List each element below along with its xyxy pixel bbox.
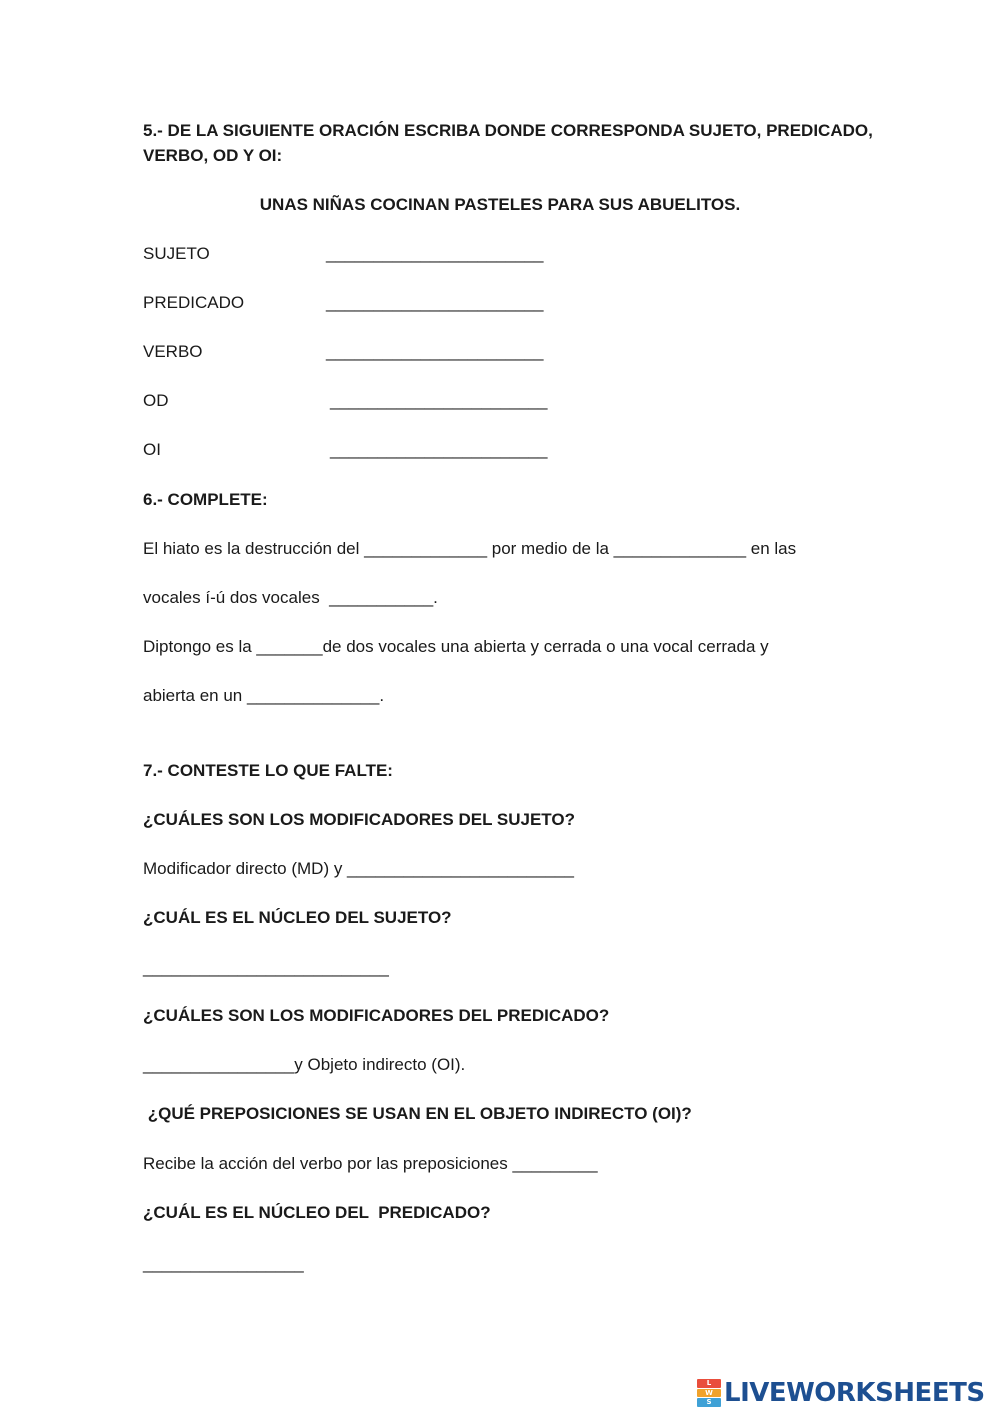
q6-line1[interactable]: El hiato es la destrucción del _____________ por medio de la ______________ en las	[143, 539, 797, 558]
q5-blank-od[interactable]: _______________________	[330, 391, 548, 410]
q6-line2[interactable]: vocales í-ú dos vocales ___________.	[143, 588, 438, 607]
q7-question-nucleo-sujeto: ¿CUÁL ES EL NÚCLEO DEL SUJETO?	[143, 908, 452, 927]
q7-question-mod-predicado: ¿CUÁLES SON LOS MODIFICADORES DEL PREDICADO?	[143, 1006, 610, 1025]
q7-answer-mod-sujeto[interactable]: Modificador directo (MD) y ________________________	[143, 859, 574, 878]
q5-label-sujeto: SUJETO	[143, 244, 210, 263]
liveworksheets-icon: L W S	[697, 1379, 721, 1407]
q7-answer-nucleo-predicado[interactable]: _________________	[143, 1254, 304, 1273]
q5-blank-oi[interactable]: _______________________	[330, 440, 548, 459]
q5-label-verbo: VERBO	[143, 342, 203, 361]
q5-title-line2: VERBO, OD Y OI:	[143, 146, 283, 165]
q7-answer-mod-predicado[interactable]: ________________y Objeto indirecto (OI).	[143, 1055, 466, 1074]
q5-title-line1: 5.- DE LA SIGUIENTE ORACIÓN ESCRIBA DONDE CORRESPONDA SUJETO, PREDICADO,	[143, 121, 873, 140]
q5-blank-sujeto[interactable]: _______________________	[326, 244, 544, 263]
q7-question-nucleo-predicado: ¿CUÁL ES EL NÚCLEO DEL PREDICADO?	[143, 1203, 491, 1222]
q7-question-preposiciones: ¿QUÉ PREPOSICIONES SE USAN EN EL OBJETO INDIRECTO (OI)?	[143, 1104, 692, 1123]
q5-label-od: OD	[143, 391, 169, 410]
q7-title: 7.- CONTESTE LO QUE FALTE:	[143, 761, 393, 780]
q5-blank-predicado[interactable]: _______________________	[326, 293, 544, 312]
q7-question-mod-sujeto: ¿CUÁLES SON LOS MODIFICADORES DEL SUJETO?	[143, 810, 575, 829]
q6-line4[interactable]: abierta en un ______________.	[143, 686, 385, 705]
q7-answer-nucleo-sujeto[interactable]: __________________________	[143, 958, 389, 977]
q5-sentence: UNAS NIÑAS COCINAN PASTELES PARA SUS ABUELITOS.	[259, 195, 741, 214]
liveworksheets-logo	[697, 1377, 985, 1409]
liveworksheets-brand: LIVEWORKSHEETS	[724, 1378, 985, 1408]
q5-blank-verbo[interactable]: _______________________	[326, 342, 544, 361]
q7-answer-preposiciones[interactable]: Recibe la acción del verbo por las preposiciones _________	[143, 1154, 598, 1173]
q6-title: 6.- COMPLETE:	[143, 490, 268, 509]
q5-label-oi: OI	[143, 440, 161, 459]
q6-line3[interactable]: Diptongo es la _______de dos vocales una abierta y cerrada o una vocal cerrada y	[143, 637, 769, 656]
q5-label-predicado: PREDICADO	[143, 293, 245, 312]
